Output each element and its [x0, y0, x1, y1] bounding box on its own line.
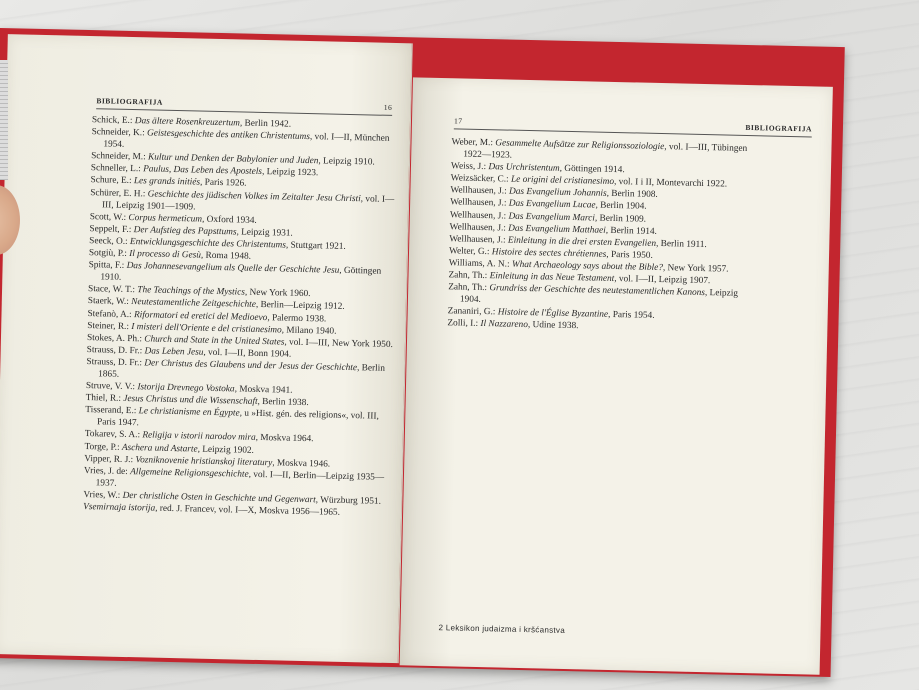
entry-title: Kultur und Denken der Babylonier und Juden: [147, 152, 319, 167]
entry-author: Wellhausen, J.:: [450, 185, 510, 197]
entry-author: Seppelt, F.:: [89, 223, 134, 235]
entry-title: Les grands initiés: [133, 176, 201, 189]
entry-author: Vries, J. de:: [83, 465, 131, 477]
left-page: [0, 34, 413, 663]
entry-title: Histoire des sectes chrétiennes: [491, 247, 607, 260]
entry-author: Sotgiù, P.:: [88, 248, 130, 260]
entry-publication: , Berlin 1904.: [595, 201, 647, 213]
left-bibliography-list: [83, 114, 398, 520]
entry-publication: , New York 1960.: [244, 287, 311, 300]
entry-title: Das Evangelium Marci: [508, 211, 596, 224]
adjacent-book-edge: [0, 60, 8, 180]
entry-title: Einleitung in die drei ersten Evangelien: [507, 235, 657, 249]
right-running-head: [454, 114, 812, 137]
entry-author: Vipper, R. J.:: [84, 453, 136, 465]
entry-title: Das Urchristentum: [488, 162, 560, 174]
entry-publication: , Paris 1954.: [607, 310, 655, 322]
left-header-title: BIBLIOGRAFIJA: [96, 96, 163, 107]
entry-title: Das ältere Rosenkreuzertum: [134, 116, 241, 129]
entry-author: Zananiri, G.:: [447, 306, 498, 318]
entry-title: Le origini del cristianesimo: [510, 174, 615, 188]
entry-publication: , Palermo 1938.: [267, 312, 327, 324]
entry-author: Schürer, E. H.:: [90, 187, 148, 199]
entry-publication: , Göttingen 1914.: [559, 163, 625, 176]
entry-publication: , New York 1957.: [662, 263, 729, 275]
entry-author: Struve, V. V.:: [85, 381, 138, 393]
entry-publication: , Leipzig 1923.: [261, 167, 319, 179]
entry-title: Geschichte des jüdischen Volkes im Zeitalter Jesu Christi: [147, 188, 361, 204]
entry-author: Vries, W.:: [83, 489, 123, 501]
entry-author: Staerk, W.:: [87, 296, 132, 308]
entry-publication: , Oxford 1934.: [201, 214, 257, 226]
entry-author: Spitta, F.:: [88, 260, 127, 272]
entry-publication: , vol. I—III, Leipzig 1901—1909.: [101, 193, 395, 213]
entry-publication: , Berlin 1911.: [655, 238, 707, 250]
entry-author: Tokarev, S. A.:: [84, 429, 143, 441]
entry-title: Istorija Drevnego Vostoka: [137, 382, 235, 395]
entry-title: Der Christus des Glaubens und der Jesus der Geschichte: [144, 358, 358, 374]
entry-publication: , Roma 1948.: [200, 250, 252, 262]
right-header-title: BIBLIOGRAFIJA: [745, 122, 813, 134]
entry-title: Allgemeine Religionsgeschichte: [130, 466, 249, 480]
entry-author: Zolli, I.:: [447, 318, 481, 330]
entry-title: Il processo di Gesù: [129, 249, 202, 261]
entry-author: Schneller, L.:: [90, 163, 144, 175]
entry-publication: , Berlin—Leipzig 1912.: [255, 300, 345, 313]
entry-publication: , Milano 1940.: [281, 325, 337, 337]
entry-title: Paulus, Das Leben des Apostels: [143, 164, 263, 178]
entry-publication: , vol. I—II, Leipzig 1907.: [614, 274, 711, 287]
entry-publication: , Berlin 1942.: [239, 118, 292, 130]
entry-title: Der Aufstieg des Papsttums: [133, 224, 237, 238]
entry-publication: , Göttingen 1910.: [100, 265, 382, 284]
entry-author: Schneider, M.:: [90, 151, 149, 163]
page-footer: 2 Leksikon judaizma i kršćanstva: [438, 623, 566, 635]
entry-publication: , Leipzig 1902.: [197, 444, 255, 456]
entry-author: Thiel, R.:: [85, 393, 124, 405]
entry-title: Religija v istorii narodov mira: [142, 430, 256, 444]
entry-author: Weizsäcker, C.:: [450, 173, 512, 185]
entry-publication: , vol. I—II, Bonn 1904.: [203, 347, 292, 360]
entry-title: Corpus hermeticum: [128, 212, 203, 225]
entry-publication: , vol. I—III, Tübingen 1922—1923.: [463, 142, 748, 161]
entry-publication: , vol. I—II, Berlin—Leipzig 1935—1937.: [95, 469, 385, 489]
left-running-head: [96, 94, 392, 116]
entry-publication: , Paris 1950.: [606, 249, 653, 261]
entry-author: Strauss, D. Fr.:: [86, 356, 145, 369]
entry-publication: , Berlin 1865.: [98, 363, 386, 380]
entry-author: Weber, M.:: [451, 137, 496, 149]
right-bibliography-list: [447, 136, 763, 337]
right-page: [400, 77, 833, 674]
entry-publication: , Leipzig 1931.: [236, 227, 293, 239]
entry-publication: , Stuttgart 1921.: [285, 240, 346, 252]
entry-author: Tisserand, E.:: [85, 405, 139, 417]
entry-title: Aschera und Astarte: [121, 442, 198, 455]
entry-title: Riformatori ed eretici del Medioevo: [133, 309, 268, 323]
entry-author: Williams, A. N.:: [448, 258, 513, 270]
entry-publication: , Leipzig 1904.: [459, 288, 739, 306]
entry-author: Wellhausen, J.:: [450, 197, 509, 210]
entry-title: Entwicklungsgeschichte des Christentums: [129, 236, 287, 251]
open-book: [0, 28, 845, 677]
entry-title: Vsemirnaja istorija: [83, 502, 156, 514]
entry-title: Geistesgeschichte des antiken Christentums: [146, 128, 311, 143]
entry-author: Scott, W.:: [89, 211, 129, 223]
entry-publication: , Würzburg 1951.: [315, 495, 382, 507]
entry-publication: , Moskva 1964.: [255, 433, 314, 445]
entry-publication: , Moskva 1941.: [234, 384, 293, 396]
entry-author: Stokes, A. Ph.:: [86, 332, 145, 345]
right-page-number: 17: [453, 116, 463, 126]
entry-title: Neutestamentliche Zeitgeschichte: [131, 297, 256, 311]
entry-author: Wellhausen, J.:: [449, 221, 509, 234]
entry-publication: , Udine 1938.: [527, 320, 579, 332]
entry-author: Seeck, O.:: [89, 236, 131, 247]
entry-author: Steiner, R.:: [87, 320, 132, 332]
entry-publication: , Berlin 1909.: [594, 213, 647, 225]
entry-title: Le christianisme en Égypte: [138, 406, 240, 419]
entry-title: Vozniknovenie hristianskoj literatury: [135, 454, 273, 468]
entry-publication: , vol. I—III, New York 1950.: [284, 337, 393, 350]
entry-title: What Archaeology says about the Bible?: [511, 259, 664, 274]
entry-title: Il Nazzareno: [480, 319, 529, 331]
entry-author: Zahn, Th.:: [448, 282, 490, 294]
entry-author: Schure, E.:: [90, 175, 135, 187]
entry-title: Der christliche Osten in Geschichte und Gegenwart: [122, 490, 316, 506]
entry-author: Weiss, J.:: [450, 161, 489, 173]
entry-publication: , Leipzig 1910.: [318, 156, 375, 168]
entry-publication: , Moskva 1946.: [272, 457, 331, 470]
entry-publication: , Paris 1926.: [199, 178, 247, 190]
entry-title: Das Evangelium Matthaei: [508, 223, 606, 236]
entry-author: Wellhausen, J.:: [449, 233, 509, 246]
entry-title: Das Evangelium Lucae: [508, 199, 596, 212]
entry-publication: , vol. I—II, München 1954.: [103, 132, 390, 151]
entry-title: Histoire de l'Église Byzantine: [497, 307, 609, 321]
entry-publication: , Berlin 1938.: [257, 397, 309, 409]
entry-publication: , red. J. Francev, vol. I—X, Moskva 1956—1965.: [155, 503, 341, 518]
entry-title: Church and State in the United States: [144, 334, 285, 348]
entry-title: I misteri dell'Oriente e del cristianesimo: [131, 321, 282, 336]
entry-author: Stefanò, A.:: [87, 308, 135, 320]
entry-title: Gesammelte Aufsätze zur Religionssoziologie: [495, 138, 665, 153]
entry-author: Schick, E.:: [91, 115, 135, 127]
entry-title: Das Leben Jesu: [144, 346, 204, 358]
entry-title: Das Evangelium Johannis: [508, 186, 607, 200]
entry-title: Einleitung in das Neue Testament: [489, 271, 615, 285]
entry-publication: , Berlin 1914.: [605, 225, 658, 237]
entry-publication: , vol. I i II, Montevarchi 1922.: [613, 177, 728, 190]
entry-author: Stace, W. T.:: [87, 284, 138, 296]
entry-publication: , Berlin 1908.: [606, 189, 658, 201]
entry-author: Wellhausen, J.:: [449, 209, 509, 222]
entry-author: Torge, P.:: [84, 441, 123, 453]
entry-author: Strauss, D. Fr.:: [86, 344, 145, 357]
entry-author: Schneider, K.:: [91, 127, 148, 139]
entry-title: Das Johannesevangelium als Quelle der Geschichte Jesu: [126, 261, 340, 276]
entry-title: The Teachings of the Mystics: [137, 285, 246, 298]
entry-author: Welter, G.:: [448, 246, 492, 258]
entry-publication: , u »Hist. gén. des religions«, vol. III, Paris 1947.: [96, 408, 379, 429]
entry-author: Zahn, Th.:: [448, 270, 490, 282]
entry-title: Grundriss der Geschichte des neutestamentlichen Kanons: [489, 283, 706, 299]
left-page-number: 16: [383, 102, 393, 112]
entry-title: Jesus Christus und die Wissenschaft: [123, 394, 258, 408]
